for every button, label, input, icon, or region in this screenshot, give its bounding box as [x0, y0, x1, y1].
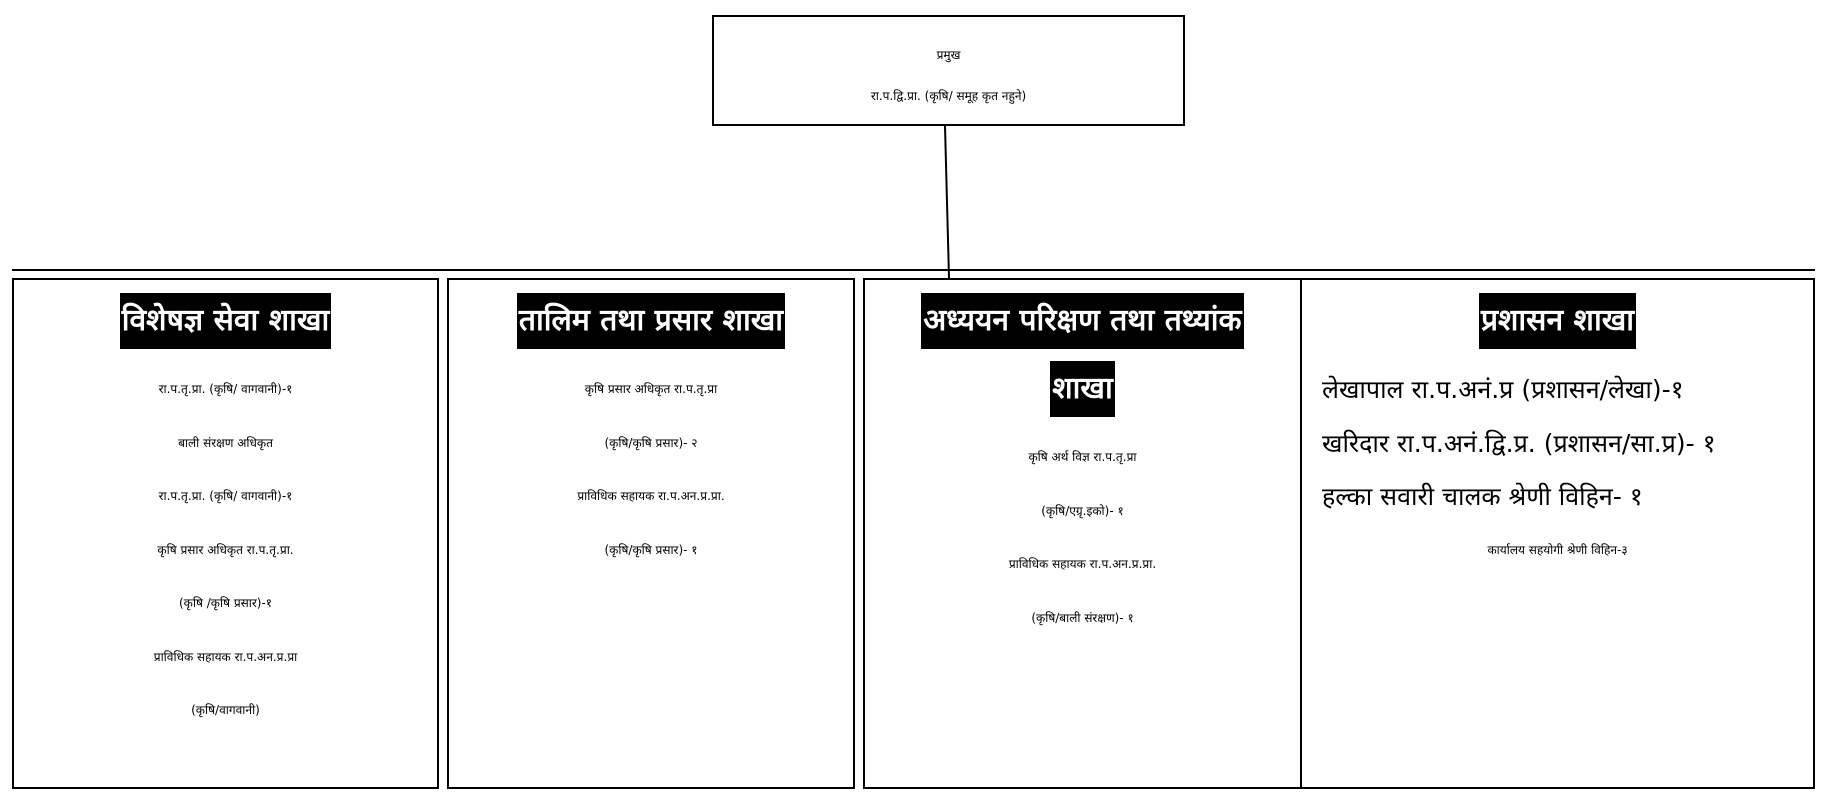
branch-items	[865, 431, 1300, 645]
branch-item: रा.प.तृ.प्रा. (कृषि/ वागवानी)-१	[158, 382, 293, 396]
branch-item: (कृषि/कृषि प्रसार)- १	[604, 542, 698, 557]
branch-item: कृषि प्रसार अधिकृत रा.प.तृ.प्रा	[584, 382, 718, 396]
branch-item: बाली संरक्षण अधिकृत	[178, 435, 273, 450]
branch-title-line1: अध्ययन परिक्षण तथा तथ्यांक	[921, 293, 1243, 349]
head-position: रा.प.द्वि.प्रा. (कृषि/ समूह कृत नहुने)	[870, 89, 1027, 103]
branch-specialist-service	[12, 278, 439, 789]
branch-item: कृषि अर्थ विज्ञ रा.प.तृ.प्रा	[1028, 450, 1137, 464]
branch-item: कृषि प्रसार अधिकृत रा.प.तृ.प्रा.	[157, 542, 294, 557]
connector-line	[945, 126, 949, 278]
branch-item: प्राविधिक सहायक रा.प.अन.प्र.प्रा	[153, 649, 298, 664]
branch-item: (कृषि /कृषि प्रसार)-१	[178, 596, 273, 610]
branch-item: प्राविधिक सहायक रा.प.अन.प्र.प्रा.	[577, 489, 725, 503]
branch-administration	[1300, 278, 1815, 789]
branch-item: (कृषि/वागवानी)	[191, 703, 260, 717]
branch-item: प्राविधिक सहायक रा.प.अन.प्र.प्रा.	[1008, 557, 1157, 571]
branch-item: (कृषि/एग्रृ.इको)- १	[1041, 503, 1124, 518]
branch-training-extension	[447, 278, 855, 789]
branch-item: कार्यालय सहयोगी श्रेणी विहिन-३	[1487, 542, 1628, 557]
branch-item: हल्का सवारी चालक श्रेणी विहिन- १	[1322, 482, 1643, 511]
branch-item: खरिदार रा.प.अनं.द्वि.प्र. (प्रशासन/सा.प्र)- १	[1322, 428, 1716, 458]
branch-title: तालिम तथा प्रसार शाखा	[517, 293, 785, 349]
branch-item: लेखापाल रा.प.अनं.प्र (प्रशासन/लेखा)-१	[1322, 375, 1684, 404]
branch-title: प्रशासन शाखा	[1479, 293, 1636, 349]
branch-item: रा.प.तृ.प्रा. (कृषि/ वागवानी)-१	[158, 489, 293, 503]
branch-items	[14, 363, 437, 738]
branch-line	[12, 269, 1815, 271]
branch-title-line2: शाखा	[1050, 361, 1114, 417]
branch-items	[1302, 363, 1813, 577]
branch-item: (कृषि/कृषि प्रसार)- २	[604, 435, 698, 450]
branch-items	[449, 363, 853, 577]
branch-item: (कृषि/बाली संरक्षण)- १	[1031, 610, 1134, 625]
branch-title: विशेषज्ञ सेवा शाखा	[120, 293, 332, 349]
head-title: प्रमुख	[936, 48, 961, 62]
branch-study-testing-statistics	[863, 278, 1302, 789]
